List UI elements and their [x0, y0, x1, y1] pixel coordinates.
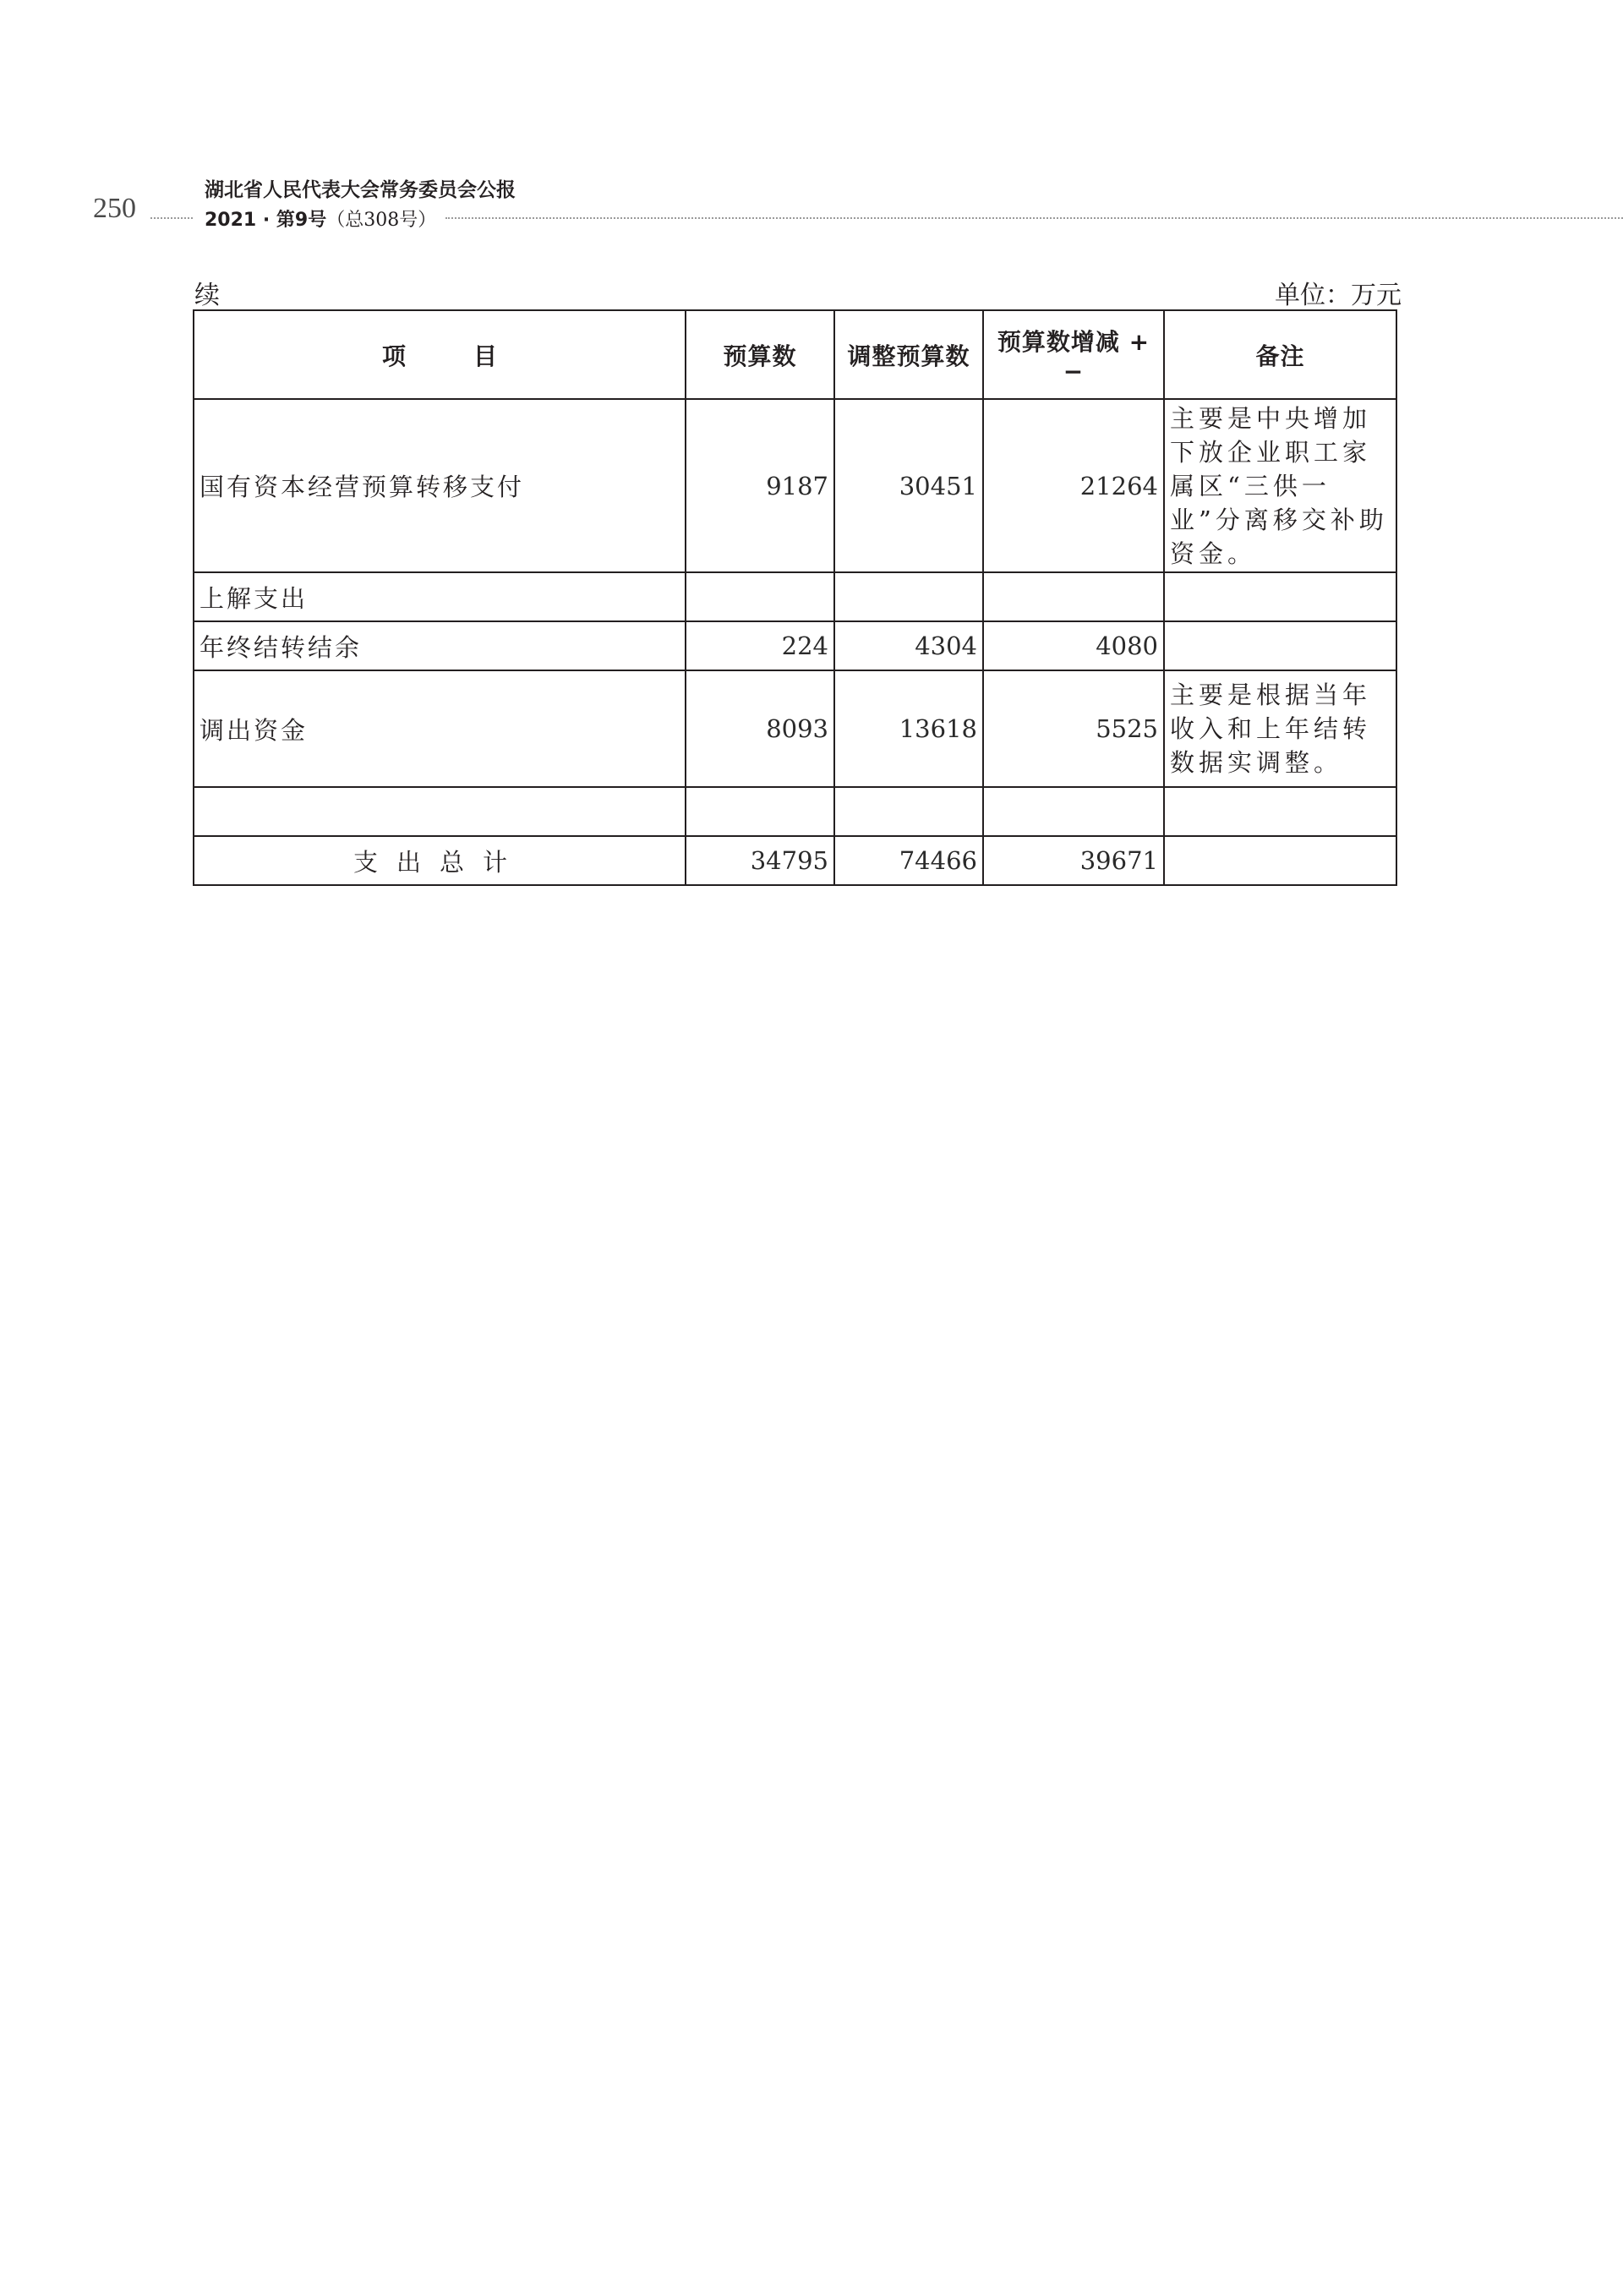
unit-label: 单位：万元: [1275, 281, 1402, 310]
issue-line: [205, 205, 436, 232]
row-note: [1164, 787, 1396, 836]
row-adjusted: [834, 572, 983, 621]
total-label: 支出总计: [194, 836, 686, 885]
row-item: [194, 787, 686, 836]
header-item: [194, 310, 686, 399]
row-adjusted: 13618: [834, 670, 983, 787]
table-row: [194, 572, 1396, 621]
header-item-left: 项: [381, 342, 406, 370]
row-adjusted: [834, 787, 983, 836]
header-item-right: 目: [473, 342, 498, 370]
budget-table: [193, 309, 1397, 886]
row-budget: [686, 572, 834, 621]
row-change: 5525: [983, 670, 1164, 787]
row-change: 4080: [983, 621, 1164, 670]
row-adjusted: 30451: [834, 399, 983, 572]
header-adjusted: 调整预算数: [834, 310, 983, 399]
issue-main: 2021 · 第9号: [205, 210, 327, 231]
row-item: 上解支出: [194, 572, 686, 621]
page-number: 250: [93, 193, 136, 224]
total-budget: 34795: [686, 836, 834, 885]
row-note: [1164, 572, 1396, 621]
row-adjusted: 4304: [834, 621, 983, 670]
row-item: 调出资金: [194, 670, 686, 787]
header-note: 备注: [1164, 310, 1396, 399]
table-row: [194, 399, 1396, 572]
row-budget: 9187: [686, 399, 834, 572]
table-row: [194, 670, 1396, 787]
table-row: [194, 621, 1396, 670]
table-header-row: [194, 310, 1396, 399]
journal-title: 湖北省人民代表大会常务委员会公报: [205, 179, 516, 201]
row-change: [983, 787, 1164, 836]
row-change: 21264: [983, 399, 1164, 572]
continued-label: 续: [194, 281, 220, 310]
total-note: [1164, 836, 1396, 885]
header-budget: 预算数: [686, 310, 834, 399]
row-note: 主要是中央增加下放企业职工家属区“三供一业”分离移交补助资金。: [1164, 399, 1396, 572]
rule-right: [445, 217, 1623, 219]
total-change: 39671: [983, 836, 1164, 885]
issue-total: （总308号）: [326, 210, 437, 231]
row-budget: 224: [686, 621, 834, 670]
header-change: 预算数增减 +−: [983, 310, 1164, 399]
row-item: 年终结转结余: [194, 621, 686, 670]
row-item: 国有资本经营预算转移支付: [194, 399, 686, 572]
table-row: [194, 787, 1396, 836]
row-budget: [686, 787, 834, 836]
row-note: [1164, 621, 1396, 670]
row-budget: 8093: [686, 670, 834, 787]
total-adjusted: 74466: [834, 836, 983, 885]
rule-left: [150, 217, 193, 219]
row-change: [983, 572, 1164, 621]
row-note: 主要是根据当年收入和上年结转数据实调整。: [1164, 670, 1396, 787]
table-total-row: [194, 836, 1396, 885]
